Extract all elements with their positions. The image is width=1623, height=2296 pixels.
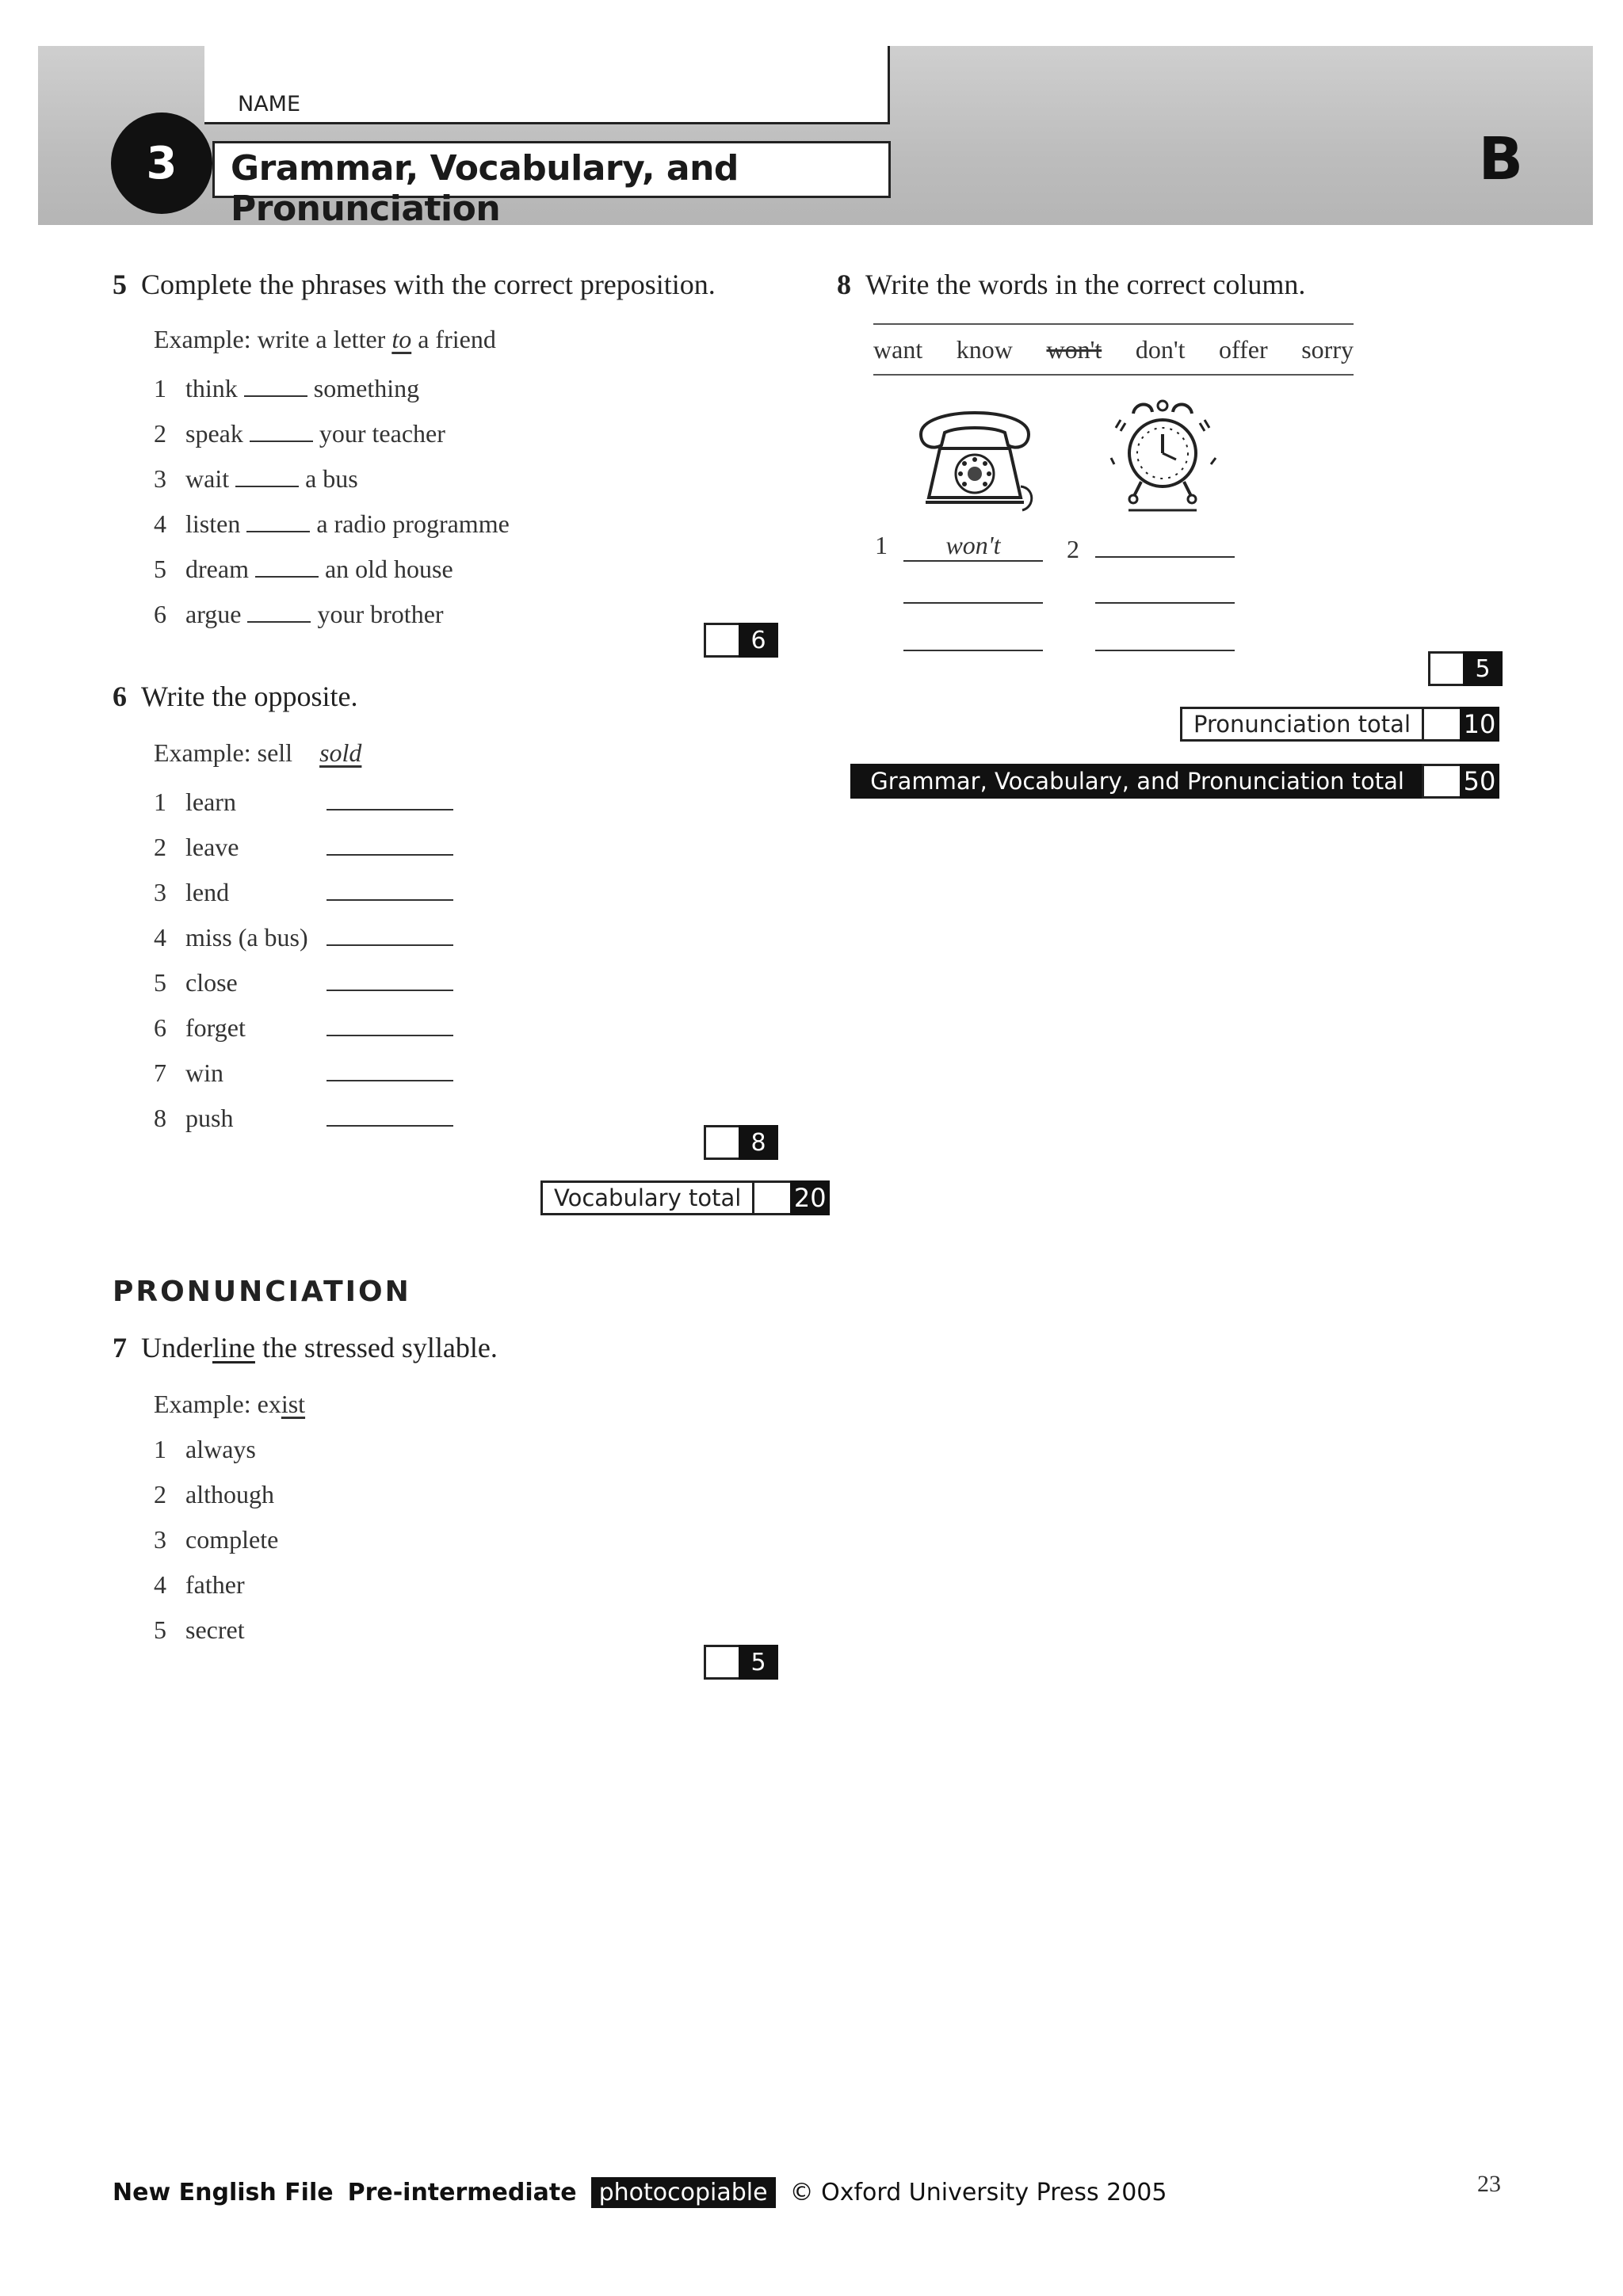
exercise-6-item [154,874,453,907]
exercise-number: 8 [837,269,851,300]
item-text-after: your teacher [319,419,445,448]
item-number: 5 [154,1615,166,1644]
word-option: know [956,334,1013,364]
instruction-part: the stressed syllable. [262,1332,498,1363]
item-number: 4 [154,509,166,538]
item-number: 3 [154,1525,166,1554]
item-word: complete [185,1525,279,1554]
exercise-7-heading [113,1331,498,1364]
score-entry[interactable] [1422,764,1460,799]
title-box [212,141,891,229]
item-word: miss (a bus) [185,923,308,952]
exercise-6-item [154,784,453,817]
item-number: 1 [154,374,166,402]
item-text-after: your brother [317,600,444,628]
item-word: secret [185,1615,245,1644]
score-entry[interactable] [752,1180,790,1215]
exercise-5-item [154,551,453,584]
name-label: NAME [238,92,301,116]
item-word: push [185,1104,234,1132]
answer-blank[interactable] [255,551,319,578]
exercise-6-example [154,738,361,768]
answer-blank[interactable] [327,829,453,856]
item-text-before: think [185,374,238,402]
word-box [873,323,1354,376]
total-label: Pronunciation total [1180,707,1422,742]
photocopiable-badge: photocopiable [591,2177,776,2208]
item-number: 2 [154,833,166,861]
name-field[interactable] [204,46,890,124]
item-number: 6 [154,1013,166,1042]
alarm-clock-icon [1100,396,1227,517]
pronunciation-total-box [1180,707,1499,742]
answer-blank[interactable] [1095,602,1235,604]
answer-blank[interactable] [1095,531,1235,558]
exercise-number: 5 [113,269,127,300]
item-number: 8 [154,1104,166,1132]
exercise-7-example [154,1390,305,1419]
exercise-6-item [154,919,453,952]
header-band [38,46,1593,229]
exercise-7-item[interactable] [154,1570,245,1600]
telephone-icon [911,399,1038,518]
page-number: 23 [1477,2171,1501,2197]
item-number: 7 [154,1058,166,1087]
item-number: 2 [154,419,166,448]
word-option-used: won't [1046,334,1102,364]
answer-blank[interactable] [327,1055,453,1081]
exercise-6-score-box [704,1125,778,1160]
example-answer: sold [319,738,362,767]
item-word: always [185,1435,256,1463]
item-text-before: listen [185,509,241,538]
exercise-instruction: Write the opposite. [141,681,358,712]
example-suffix: a friend [418,325,496,353]
item-text-before: argue [185,600,242,628]
example-underlined: ist [281,1390,306,1418]
score-entry[interactable] [704,623,739,658]
answer-blank[interactable] [327,1009,453,1036]
exercise-7-item[interactable] [154,1435,256,1464]
item-text-after: a bus [305,464,358,493]
max-score: 8 [739,1125,778,1160]
item-number: 1 [154,788,166,816]
answer-blank[interactable] [246,505,310,532]
score-entry[interactable] [1422,707,1460,742]
item-number: 5 [154,555,166,583]
answer-blank[interactable] [327,784,453,810]
answer-blank[interactable] [247,596,311,623]
item-text-after: an old house [324,555,453,583]
column-number: 2 [1067,535,1079,563]
item-number: 5 [154,968,166,997]
footer [113,2177,1167,2208]
max-score: 5 [739,1645,778,1680]
vocabulary-total-box [540,1180,830,1215]
item-text-after: a radio programme [316,509,510,538]
answer-blank[interactable] [903,602,1043,604]
item-number: 2 [154,1480,166,1508]
book-level: Pre-intermediate [347,2179,577,2206]
item-word: father [185,1570,245,1599]
max-score: 20 [790,1180,830,1215]
item-text-before: dream [185,555,249,583]
item-number: 4 [154,923,166,952]
score-entry[interactable] [704,1645,739,1680]
exercise-number: 6 [113,681,127,712]
exercise-5-example [154,325,496,354]
exercise-6-item [154,964,453,997]
item-word: forget [185,1013,246,1042]
answer-blank[interactable] [235,460,299,487]
exercise-6-item [154,1100,453,1133]
exercise-5-heading [113,268,716,301]
max-score: 50 [1460,764,1499,799]
exercise-6-item [154,1009,453,1043]
page-title: Grammar, Vocabulary, and Pronunciation [231,148,739,229]
item-number: 3 [154,878,166,906]
answer-blank[interactable] [1095,650,1235,651]
item-text-after: something [313,374,420,402]
word-option: sorry [1301,334,1354,364]
exercise-5-item [154,596,444,629]
total-label: Grammar, Vocabulary, and Pronunciation total [850,764,1422,799]
item-text-before: speak [185,419,243,448]
exercise-5-item [154,505,510,539]
exercise-7-score-box [704,1645,778,1680]
word-option: want [873,334,923,364]
instruction-part: Under [141,1332,212,1363]
example-answer: to [391,325,412,353]
exercise-5-item [154,415,445,448]
score-entry[interactable] [704,1125,739,1160]
grand-total-box [850,764,1499,799]
exercise-7-item[interactable] [154,1525,278,1554]
instruction-underlined: line [212,1332,255,1363]
item-word: although [185,1480,274,1508]
book-title: New English File [113,2179,334,2206]
answer-blank[interactable] [327,964,453,991]
exercise-instruction: Complete the phrases with the correct preposition. [141,269,716,300]
max-score: 10 [1460,707,1499,742]
exercise-6-item [154,1055,453,1088]
item-word: win [185,1058,223,1087]
exercise-8-score-box [1428,651,1503,686]
unit-number-badge: 3 [111,113,212,214]
column-example: won't [903,531,1043,562]
exercise-8-heading [837,268,1305,301]
answer-blank[interactable] [903,650,1043,651]
answer-blank[interactable] [327,1100,453,1127]
version-letter: B [1478,125,1523,193]
item-word: close [185,968,238,997]
total-label: Vocabulary total [540,1180,752,1215]
max-score: 6 [739,623,778,658]
exercise-instruction: Write the words in the correct column. [865,269,1306,300]
exercise-number: 7 [113,1332,127,1363]
max-score: 5 [1463,651,1503,686]
section-heading: PRONUNCIATION [113,1276,411,1308]
item-word: learn [185,788,236,816]
exercise-7-item[interactable] [154,1615,245,1645]
exercise-7-item[interactable] [154,1480,274,1509]
score-entry[interactable] [1428,651,1463,686]
exercise-5-item [154,460,358,494]
item-number: 4 [154,1570,166,1599]
answer-blank[interactable] [327,919,453,946]
answer-blank[interactable] [327,874,453,901]
item-number: 1 [154,1435,166,1463]
column-2 [1067,531,1235,564]
item-text-before: wait [185,464,230,493]
column-1 [875,531,1043,562]
exercise-6-item [154,829,453,862]
item-word: lend [185,878,230,906]
word-option: don't [1135,334,1186,364]
exercise-5-item [154,370,419,403]
answer-blank[interactable] [244,370,307,397]
column-number: 1 [875,531,888,559]
item-word: leave [185,833,239,861]
copyright: © Oxford University Press 2005 [789,2179,1167,2206]
exercise-5-score-box [704,623,778,658]
example-prefix: Example: write a letter [154,325,386,353]
exercise-6-heading [113,680,357,713]
example-prefix: Example: ex [154,1390,281,1418]
answer-blank[interactable] [250,415,313,442]
item-number: 3 [154,464,166,493]
example-prefix: Example: sell [154,738,293,767]
item-number: 6 [154,600,166,628]
word-option: offer [1219,334,1268,364]
